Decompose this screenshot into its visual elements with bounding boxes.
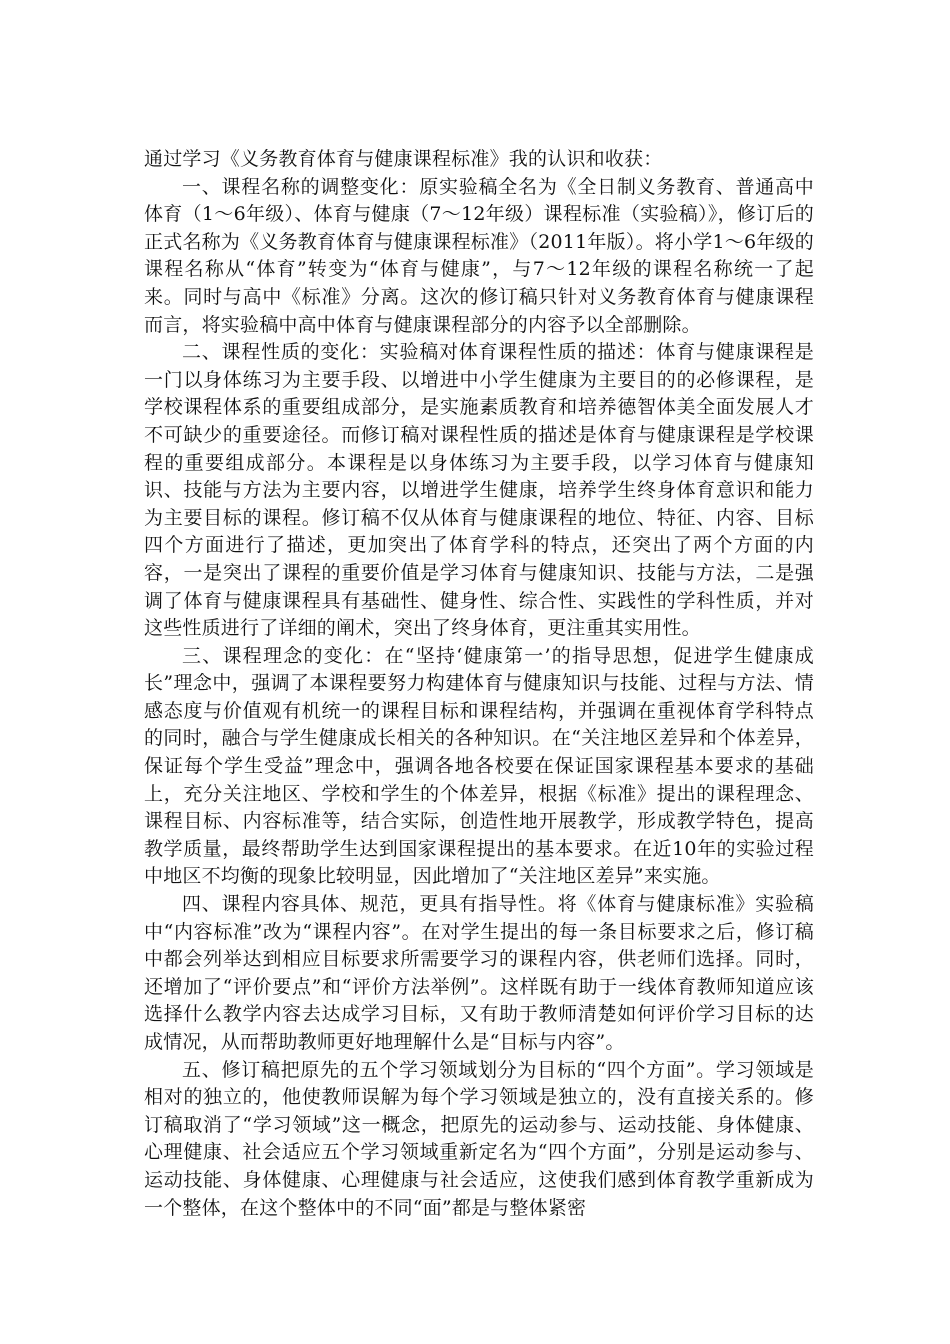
document-page [144, 146, 814, 1222]
paragraph-course-name: 一、课程名称的调整变化：原实验稿全名为《全日制义务教育、普通高中体育（1～6年级）、体育与健康（7～12年级）课程标准（实验稿）》，修订后的正式名称为《义务教育体育与健康课程标准》（2011年版）。将小学1～6年级的课程名称从“体育”转变为“体育与健康”，与7～12年级的课程名称统一了起来。同时与高中《标准》分离。这次的修订稿只针对义务教育体育与健康课程而言，将实验稿中高中体育与健康课程部分的内容予以全部删除。 [144, 175, 814, 336]
paragraph-course-concept: 三、课程理念的变化：在“坚持‘健康第一’的指导思想，促进学生健康成长”理念中，强调了本课程要努力构建体育与健康知识与技能、过程与方法、情感态度与价值观有机统一的课程目标和课程结构，并强调在重视体育学科特点的同时，融合与学生健康成长相关的各种知识。在“关注地区差异和个体差异，保证每个学生受益”理念中，强调各地各校要在保证国家课程基本要求的基础上，充分关注地区、学校和学生的个体差异，根据《标准》提出的课程理念、课程目标、内容标准等，结合实际，创造性地开展教学，形成教学特色，提高教学质量，最终帮助学生达到国家课程提出的基本要求。在近10年的实验过程中地区不均衡的现象比较明显，因此增加了“关注地区差异”来实施。 [144, 644, 814, 888]
paragraph-course-content: 四、课程内容具体、规范，更具有指导性。将《体育与健康标准》实验稿中“内容标准”改为“课程内容”。在对学生提出的每一条目标要求之后，修订稿中都会列举达到相应目标要求所需要学习的课程内容，供老师们选择。同时，还增加了“评价要点”和“评价方法举例”。这样既有助于一线体育教师知道应该选择什么教学内容去达成学习目标，又有助于教师清楚如何评价学习目标的达成情况，从而帮助教师更好地理解什么是“目标与内容”。 [144, 893, 814, 1053]
document-title: 通过学习《义务教育体育与健康课程标准》我的认识和收获： [144, 148, 663, 170]
paragraph-course-nature: 二、课程性质的变化：实验稿对体育课程性质的描述：体育与健康课程是一门以身体练习为主要手段、以增进中小学生健康为主要目的的必修课程，是学校课程体系的重要组成部分，是实施素质教育和培养德智体美全面发展人才不可缺少的重要途径。而修订稿对课程性质的描述是体育与健康课程是学校课程的重要组成部分。本课程是以身体练习为主要手段，以学习体育与健康知识、技能与方法为主要内容，以增进学生健康，培养学生终身体育意识和能力为主要目标的课程。修订稿不仅从体育与健康课程的地位、特征、内容、目标四个方面进行了描述，更加突出了体育学科的特点，还突出了两个方面的内容，一是突出了课程的重要价值是学习体育与健康知识、技能与方法，二是强调了体育与健康课程具有基础性、健身性、综合性、实践性的学科性质，并对这些性质进行了详细的阐术，突出了终身体育，更注重其实用性。 [144, 341, 814, 640]
paragraph-learning-domains: 五、修订稿把原先的五个学习领域划分为目标的“四个方面”。学习领域是相对的独立的，他使教师误解为每个学习领域是独立的，没有直接关系的。修订稿取消了“学习领域”这一概念，把原先的运动参与、运动技能、身体健康、心理健康、社会适应五个学习领域重新定名为“四个方面”，分别是运动参与、运动技能、身体健康、心理健康与社会适应，这使我们感到体育教学重新成为一个整体，在这个整体中的不同“面”都是与整体紧密 [144, 1058, 814, 1219]
